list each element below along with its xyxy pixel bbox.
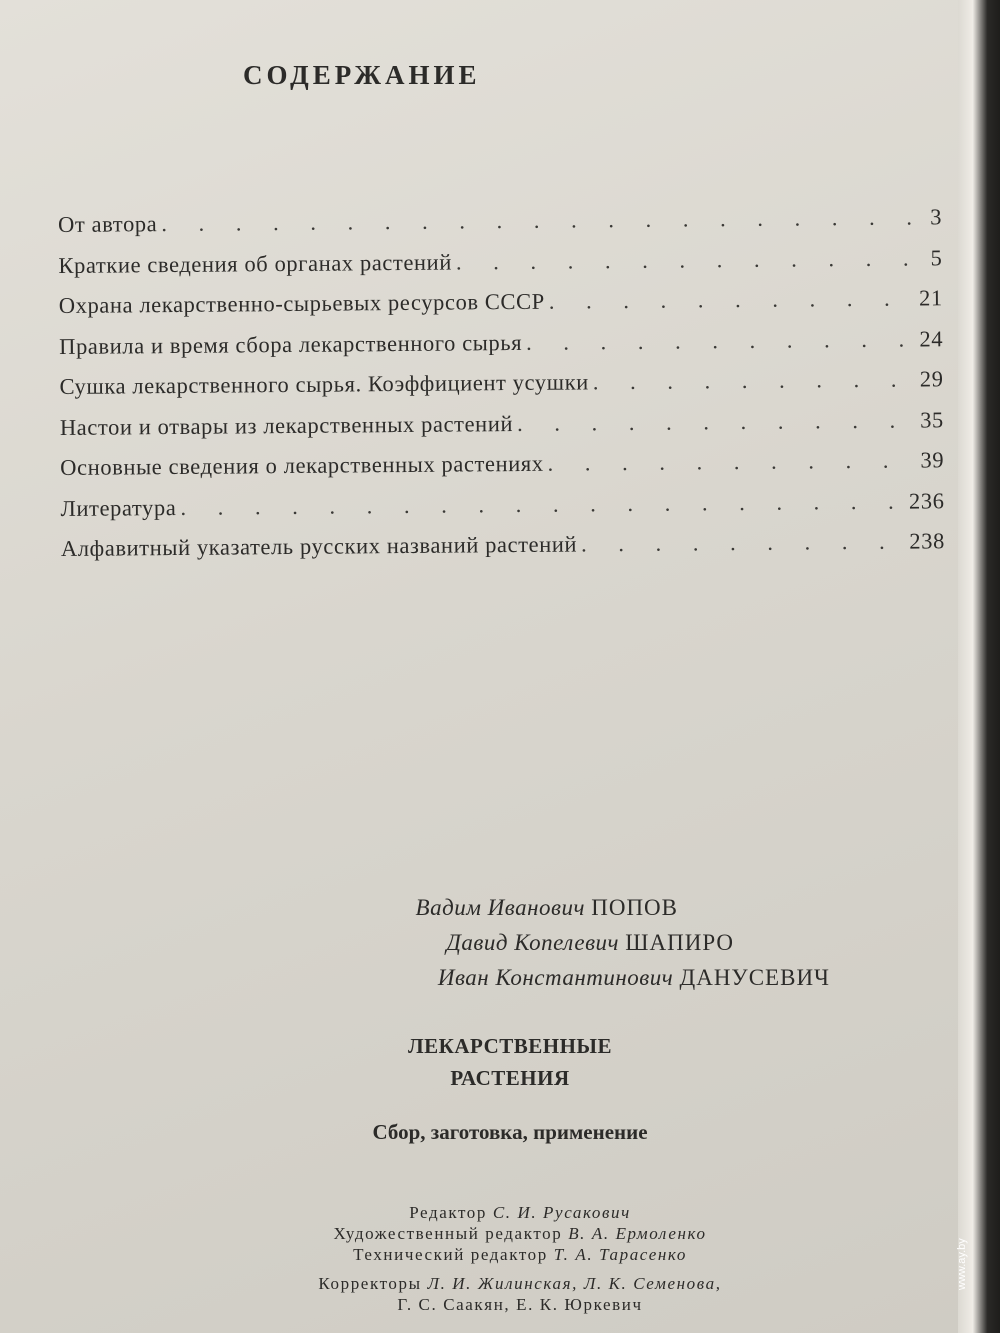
toc-entry-title: Краткие сведения об органах растений (58, 249, 453, 278)
author-given-name: Иван Константинович (437, 965, 674, 990)
toc-entry-page: 24 (919, 325, 944, 351)
author-surname: ПОПОВ (591, 895, 678, 920)
author-given-name: Давид Копелевич (446, 930, 620, 955)
credit-label: Технический редактор (353, 1245, 548, 1264)
credit-name: В. А. Ермоленко (568, 1224, 707, 1243)
toc-entry (61, 528, 945, 576)
author-name (250, 895, 830, 930)
toc-leader-dots (456, 245, 927, 275)
author-name (250, 930, 830, 965)
toc-entry-page: 21 (918, 285, 943, 311)
credit-label: Корректоры (318, 1274, 422, 1293)
book-title-line: РАСТЕНИЯ (450, 1066, 570, 1090)
toc-leader-dots (548, 448, 917, 477)
toc-leader-dots (526, 326, 916, 355)
credit-tech-editor (260, 1244, 780, 1265)
page-edge-shadow (958, 0, 1000, 1333)
toc-entry-page: 5 (930, 244, 943, 270)
toc-leader-dots (161, 204, 926, 237)
credit-name: Г. С. Саакян, Е. К. Юркевич (397, 1295, 643, 1314)
toc-entry-title: Основные сведения о лекарственных растениях (60, 450, 544, 480)
credit-label: Художественный редактор (333, 1224, 563, 1243)
toc-entry-title: От автора (58, 211, 158, 237)
author-surname: ШАПИРО (625, 930, 734, 955)
credit-name: С. И. Русакович (492, 1203, 631, 1222)
credit-proofreaders (260, 1273, 780, 1294)
toc-leader-dots (593, 367, 916, 396)
toc-entry-page: 35 (920, 406, 944, 432)
toc-entry-page: 39 (920, 447, 945, 473)
toc-entry-title: Алфавитный указатель русских названий растений (60, 531, 578, 561)
toc-heading: СОДЕРЖАНИЕ (243, 60, 481, 90)
author-surname: ДАНУСЕВИЧ (679, 965, 830, 990)
toc-entry-title: Литература (60, 494, 177, 521)
toc-entry-title: Настои и отвары из лекарственных растений (59, 410, 514, 440)
credits-block (260, 1202, 780, 1315)
book-title (300, 1030, 720, 1094)
toc-leader-dots (517, 407, 916, 436)
author-name (250, 965, 830, 1000)
book-title-line: ЛЕКАРСТВЕННЫЕ (407, 1034, 613, 1058)
credit-label: Редактор (409, 1203, 487, 1222)
toc-leader-dots (581, 529, 905, 558)
credit-editor (260, 1202, 780, 1223)
credit-name: Л. И. Жилинская, Л. К. Семенова, (427, 1274, 722, 1293)
credit-name: Т. А. Тарасенко (553, 1245, 687, 1264)
toc-entry-title: Охрана лекарственно-сырьевых ресурсов СССР (58, 288, 545, 318)
site-watermark: www.ay.by (956, 1238, 968, 1290)
toc-entry-page: 29 (919, 366, 944, 392)
book-subtitle: Сбор, заготовка, применение (372, 1120, 648, 1144)
toc-leader-dots (180, 488, 905, 520)
author-given-name: Вадим Иванович (415, 895, 585, 920)
credit-art-editor (260, 1223, 780, 1244)
toc-entry-page: 236 (908, 487, 945, 514)
toc-entry-page: 238 (909, 528, 946, 554)
toc-entry-title: Правила и время сбора лекарственного сырья (59, 329, 523, 359)
toc-entry-page: 3 (930, 204, 943, 230)
author-list (250, 895, 830, 1000)
toc-leader-dots (549, 286, 916, 315)
toc-entry-title: Сушка лекарственного сырья. Коэффициент усушки (59, 369, 589, 399)
table-of-contents (58, 204, 945, 576)
spacer (260, 1265, 780, 1273)
